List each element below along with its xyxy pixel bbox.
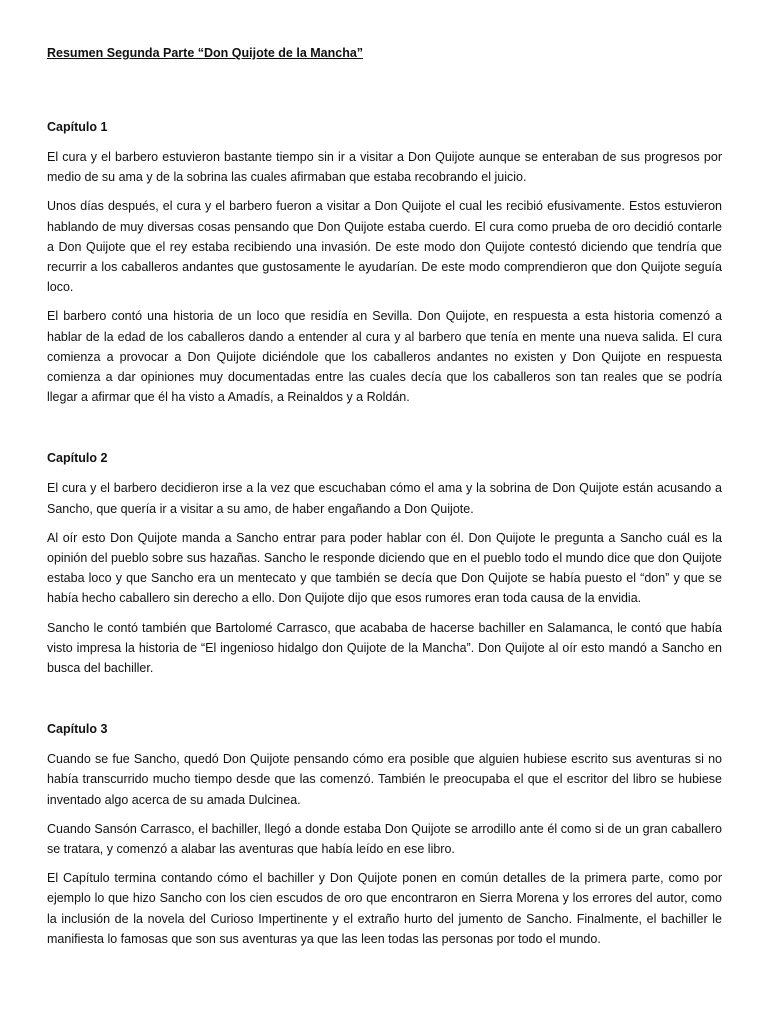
- paragraph: Cuando Sansón Carrasco, el bachiller, llegó a donde estaba Don Quijote se arrodillo ante él como si de un gran caballero se tratara, y comenzó a alabar las aventuras que había leído en ese libro.: [47, 821, 722, 857]
- paragraph: Unos días después, el cura y el barbero fueron a visitar a Don Quijote el cual les recibió efusivamente. Estos estuvieron hablando de muy diversas cosas pensando que Don Quijote estaba cuerdo. El cura como prueba de oro decidió contarle a Don Quijote que el rey estaba recibiendo una invasión. De este modo don Quijote contestó diciendo que tendría que recurrir a los caballeros andantes que gustosamente le ayudarían. De este modo comprendieron que don Quijote seguía loco.: [47, 199, 722, 295]
- paragraph: El cura y el barbero estuvieron bastante tiempo sin ir a visitar a Don Quijote aunque se enteraban de sus progresos por medio de su ama y de la sobrina las cuales afirmaban que estaba recobrando el juicio.: [47, 150, 722, 185]
- paragraph: El cura y el barbero decidieron irse a la vez que escuchaban cómo el ama y la sobrina de Don Quijote están acusando a Sancho, que quería ir a visitar a su amo, de haber engañando a Don Quijote.: [47, 481, 722, 516]
- paragraph: El Capítulo termina contando cómo el bachiller y Don Quijote ponen en común detalles de la primera parte, como por ejemplo lo que hizo Sancho con los cien escudos de oro que encontraron en Sierra Morena y los errores del autor, como la inclusión de la novela del Curioso Impertinente y el extraño hurto del jumento de Sancho. Finalmente, el bachiller le manifiesta lo famosas que son sus aventuras ya que las leen todas las personas por todo el mundo.: [47, 871, 722, 946]
- chapter-2: [47, 448, 722, 678]
- chapter-heading: Capítulo 2: [47, 451, 108, 466]
- paragraph: Al oír esto Don Quijote manda a Sancho entrar para poder hablar con él. Don Quijote le pregunta a Sancho cuál es la opinión del pueblo sobre sus hazañas. Sancho le responde diciendo que en el pueblo todo el mundo dice que don Quijote estaba loco y que Sancho era un mentecato y que también se decía que Don Quijote se había puesto el “don” y que se había hecho caballero sin derecho a ello. Don Quijote dijo que esos rumores eran toda causa de la envidia.: [47, 530, 722, 606]
- document-page: [47, 43, 722, 990]
- chapter-heading: Capítulo 1: [47, 120, 108, 134]
- chapter-3: [47, 719, 722, 949]
- document-title: Resumen Segunda Parte “Don Quijote de la Mancha”: [47, 46, 364, 60]
- paragraph: Sancho le contó también que Bartolomé Carrasco, que acababa de hacerse bachiller en Salamanca, le contó que había visto impresa la historia de “El ingenioso hidalgo don Quijote de la Mancha”. Don Quijote al oír esto mandó a Sancho en busca del bachiller.: [47, 620, 722, 676]
- chapter-1: [47, 117, 722, 407]
- paragraph: El barbero contó una historia de un loco que residía en Sevilla. Don Quijote, en respuesta a esta historia comenzó a hablar de la edad de los caballeros dando a entender al cura y al barbero que tenía en mente una nueva salida. El cura comienza a provocar a Don Quijote diciéndole que los caballeros andantes no existen y Don Quijote en respuesta comienza a dar opiniones muy documentadas entre las cuales decía que los caballeros son tan reales que se podría llegar a afirmar que él ha visto a Amadís, a Reinaldos y a Roldán.: [47, 309, 722, 405]
- chapter-heading: Capítulo 3: [47, 722, 108, 737]
- paragraph: Cuando se fue Sancho, quedó Don Quijote pensando cómo era posible que alguien hubiese escrito sus aventuras si no había transcurrido mucho tiempo desde que las comenzó. También le preocupaba el que el escritor del libro se hubiese inventado algo acerca de su amada Dulcinea.: [47, 752, 722, 807]
